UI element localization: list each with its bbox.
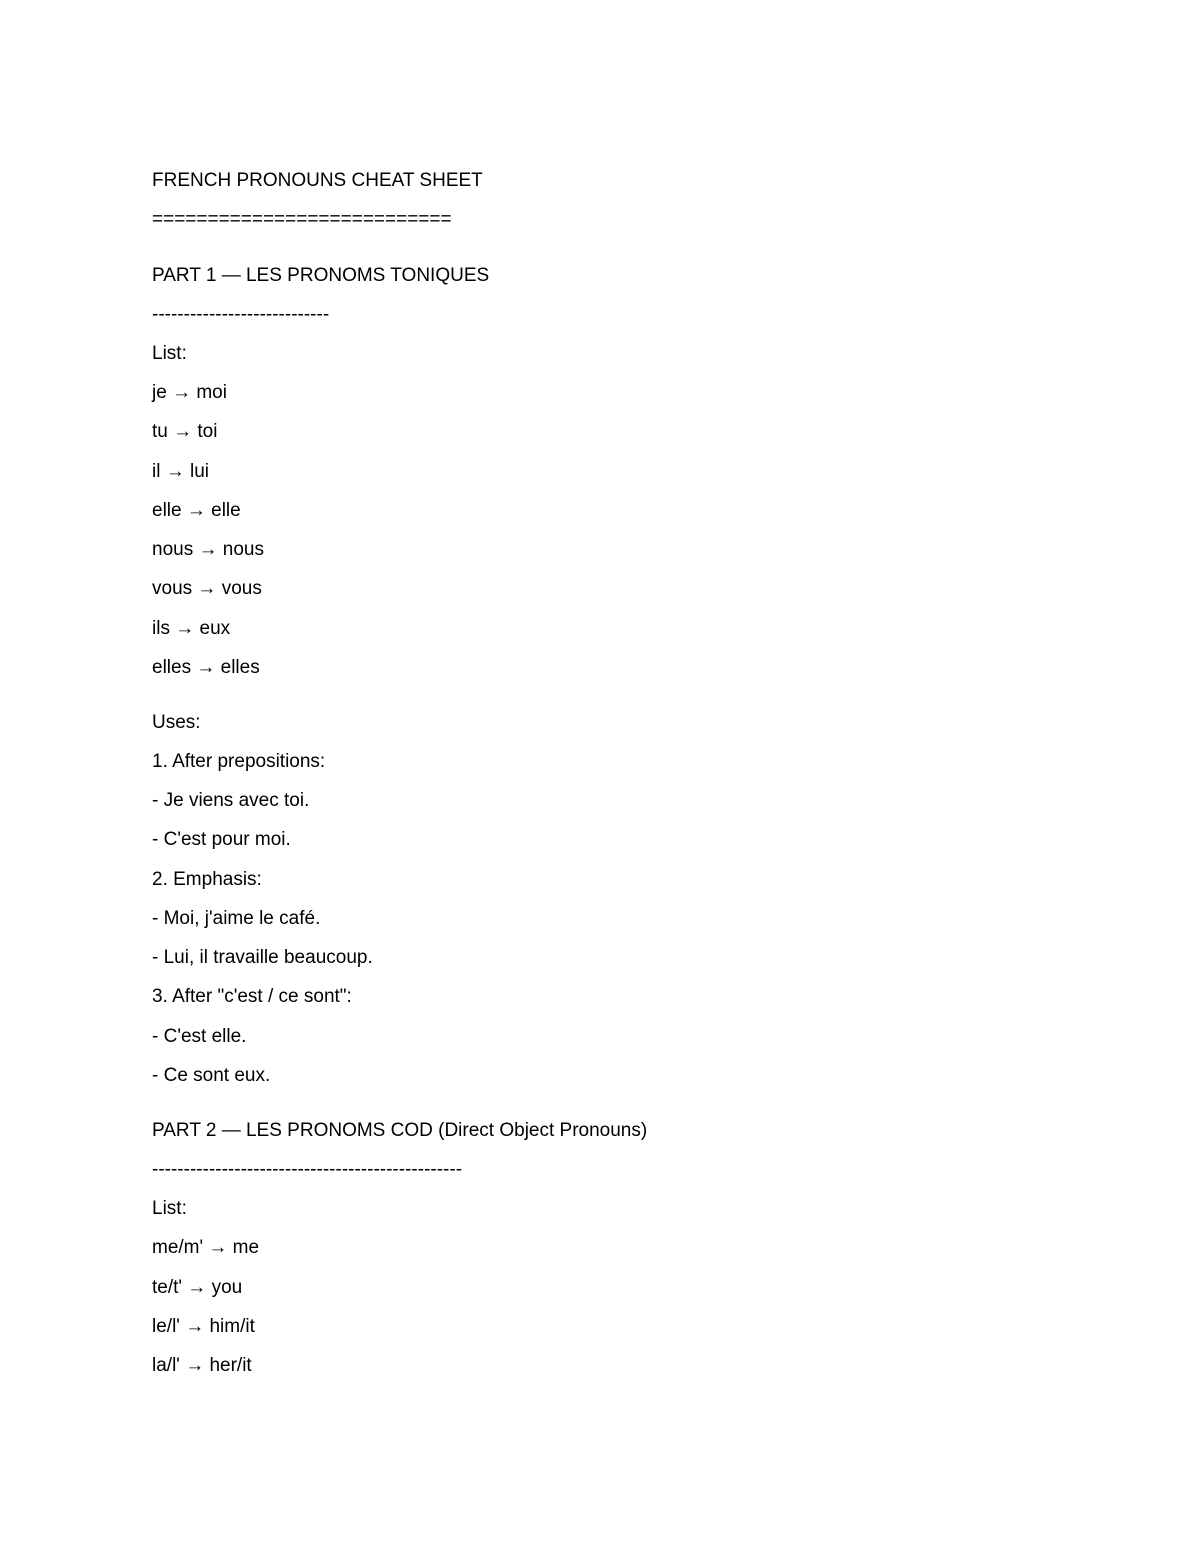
- uses-item: 3. After "c'est / ce sont":: [152, 986, 352, 1007]
- uses-item: - Je viens avec toi.: [152, 790, 310, 811]
- title-underline: ===========================: [152, 209, 452, 230]
- list-item: tu → toi: [152, 421, 218, 442]
- list-item: la/l' → her/it: [152, 1355, 252, 1376]
- section-heading-part-2: PART 2 — LES PRONOMS COD (Direct Object Pronouns): [152, 1120, 648, 1141]
- list-item: vous → vous: [152, 578, 262, 599]
- list-item: me/m' → me: [152, 1237, 260, 1258]
- list-item: elle → elle: [152, 500, 241, 521]
- list-label: List:: [152, 1198, 187, 1219]
- uses-item: - Ce sont eux.: [152, 1065, 271, 1086]
- uses-item: - C'est pour moi.: [152, 829, 291, 850]
- section-underline-part-1: ----------------------------: [152, 304, 330, 325]
- list-item: elles → elles: [152, 657, 260, 678]
- list-item: le/l' → him/it: [152, 1316, 255, 1337]
- list-item: te/t' → you: [152, 1277, 243, 1298]
- section-underline-part-2: -------------------------------------------------: [152, 1159, 463, 1180]
- page-title: FRENCH PRONOUNS CHEAT SHEET: [152, 170, 483, 191]
- uses-label: Uses:: [152, 712, 201, 733]
- section-heading-part-1: PART 1 — LES PRONOMS TONIQUES: [152, 265, 490, 286]
- list-label: List:: [152, 343, 187, 364]
- uses-item: - Moi, j'aime le café.: [152, 908, 321, 929]
- uses-item: 1. After prepositions:: [152, 751, 326, 772]
- uses-item: - C'est elle.: [152, 1026, 247, 1047]
- list-item: je → moi: [152, 382, 227, 403]
- list-item: nous → nous: [152, 539, 264, 560]
- list-item: ils → eux: [152, 618, 231, 639]
- uses-item: - Lui, il travaille beaucoup.: [152, 947, 373, 968]
- uses-item: 2. Emphasis:: [152, 869, 262, 890]
- list-item: il → lui: [152, 461, 210, 482]
